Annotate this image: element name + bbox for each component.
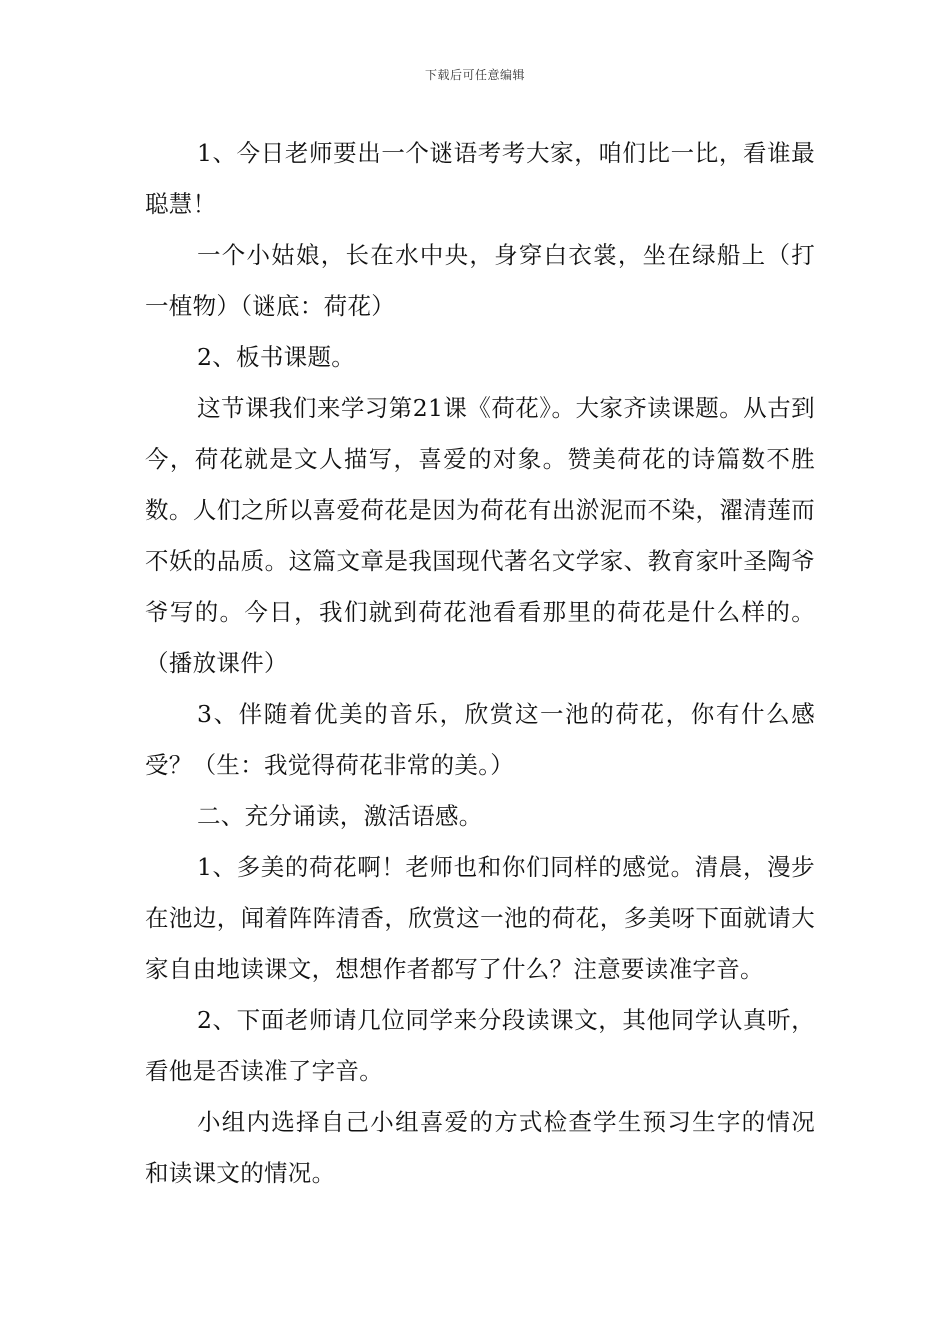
paragraph-feeling: 3、伴随着优美的音乐，欣赏这一池的荷花，你有什么感受？（生：我觉得荷花非常的美。）	[145, 700, 815, 779]
paragraph-riddle-intro: 1、今日老师要出一个谜语考考大家，咱们比一比，看谁最聪慧！	[145, 139, 815, 218]
paragraph-riddle: 一个小姑娘，长在水中央，身穿白衣裳，坐在绿船上（打一植物）（谜底：荷花）	[145, 241, 815, 320]
section-heading-reading: 二、充分诵读，激活语感。	[197, 802, 483, 830]
paragraph-free-reading: 1、多美的荷花啊！老师也和你们同样的感觉。清晨，漫步在池边，闻着阵阵清香，欣赏这一池的荷花，多美呀下面就请大家自由地读课文，想想作者都写了什么？注意要读准字音。	[145, 853, 815, 983]
paragraph-lesson-intro: 这节课我们来学习第21课《荷花》。大家齐读课题。从古到今，荷花就是文人描写，喜爱的对象。赞美荷花的诗篇数不胜数。人们之所以喜爱荷花是因为荷花有出淤泥而不染，濯清莲而不妖的品质。这篇文章是我国现代著名文学家、教育家叶圣陶爷爷写的。今日，我们就到荷花池看看那里的荷花是什么样的。（播放课件）	[145, 394, 815, 677]
paragraph-group-check: 小组内选择自己小组喜爱的方式检查学生预习生字的情况和读课文的情况。	[145, 1108, 815, 1187]
paragraph-board-title: 2、板书课题。	[197, 343, 356, 371]
document-body	[145, 128, 815, 1199]
paragraph-segment-reading: 2、下面老师请几位同学来分段读课文，其他同学认真听，看他是否读准了字音。	[145, 1006, 815, 1085]
page-header-note: 下载后可任意编辑	[424, 68, 525, 82]
